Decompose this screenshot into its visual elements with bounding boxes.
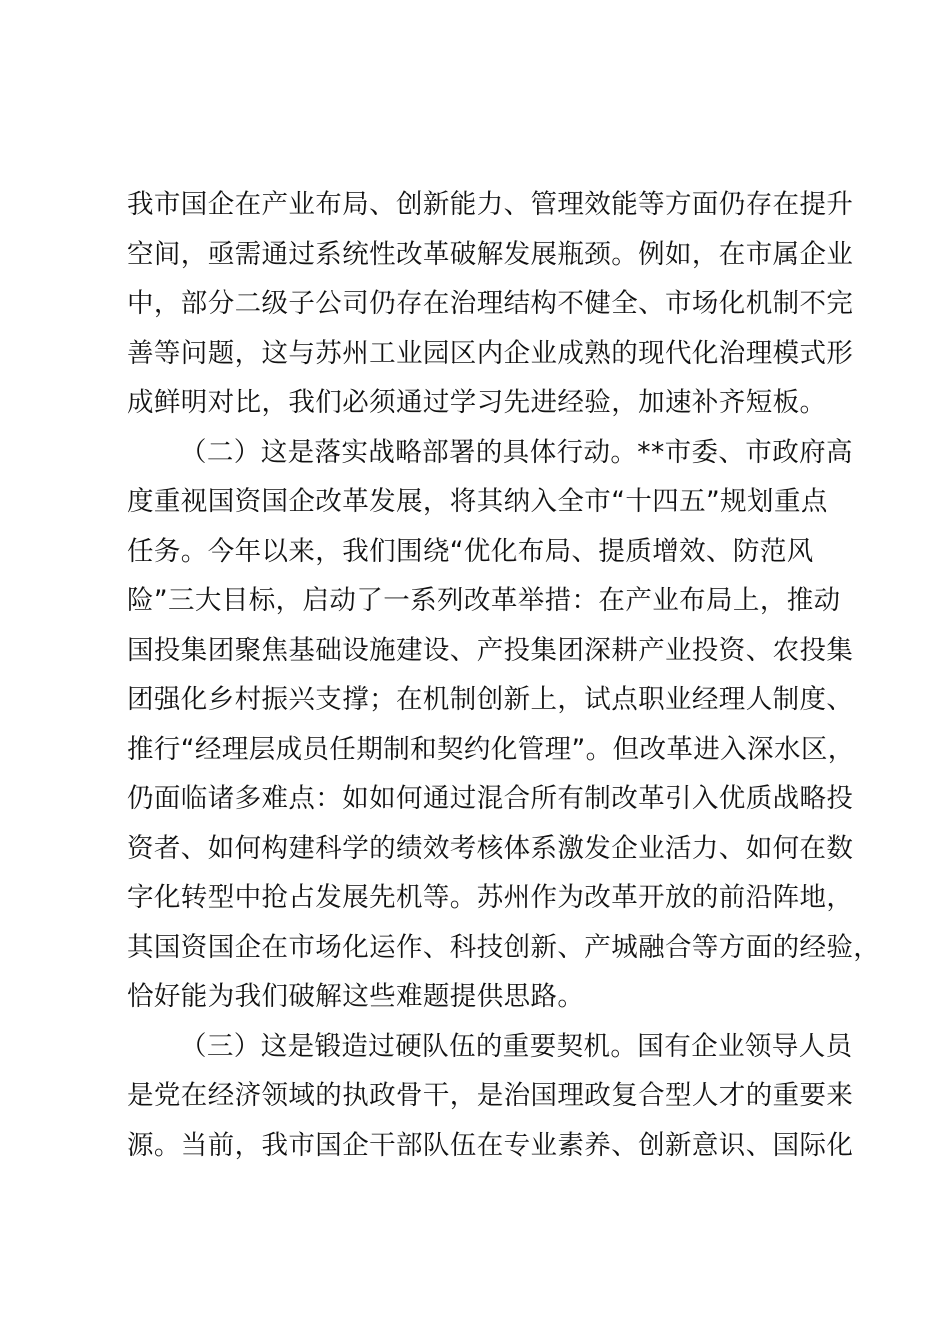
text-line: 资者、如何构建科学的绩效考核体系激发企业活力、如何在数	[127, 832, 854, 864]
text-line: 中，部分二级子公司仍存在治理结构不健全、市场化机制不完	[127, 288, 854, 319]
text-line: 仍面临诸多难点：如如何通过混合所有制改革引入优质战略投	[127, 783, 854, 814]
text-line: 国投集团聚焦基础设施建设、产投集团深耕产业投资、农投集	[127, 634, 854, 666]
text-line: 恰好能为我们破解这些难题提供思路。	[127, 981, 585, 1012]
text-line: 字化转型中抢占发展先机等。苏州作为改革开放的前沿阵地，	[127, 882, 854, 913]
text-line: 其国资国企在市场化运作、科技创新、产城融合等方面的经验，	[127, 931, 881, 963]
section-heading-line: （三）这是锻造过硬队伍的重要契机。国有企业领导人员	[180, 1030, 853, 1062]
text-line: 源。当前，我市国企干部队伍在专业素养、创新意识、国际化	[127, 1129, 854, 1161]
section-heading-line: （二）这是落实战略部署的具体行动。**市委、市政府高	[180, 436, 853, 468]
text-line: 团强化乡村振兴支撑；在机制创新上，试点职业经理人制度、	[127, 684, 854, 715]
text-line: 我市国企在产业布局、创新能力、管理效能等方面仍存在提升	[127, 189, 854, 220]
text-line: 是党在经济领域的执政骨干，是治国理政复合型人才的重要来	[127, 1080, 854, 1111]
text-line: 任务。今年以来，我们围绕“优化布局、提质增效、防范风	[127, 535, 814, 567]
document-body	[127, 180, 881, 1170]
text-line: 度重视国资国企改革发展，将其纳入全市“十四五”规划重点	[127, 486, 828, 517]
text-line: 成鲜明对比，我们必须通过学习先进经验，加速补齐短板。	[127, 387, 827, 418]
text-line: 推行“经理层成员任期制和契约化管理”。但改革进入深水区，	[127, 733, 855, 765]
text-line: 空间，亟需通过系统性改革破解发展瓶颈。例如，在市属企业	[127, 238, 854, 270]
text-line: 善等问题，这与苏州工业园区内企业成熟的现代化治理模式形	[127, 337, 854, 369]
text-line: 险”三大目标，启动了一系列改革举措：在产业布局上，推动	[127, 585, 841, 616]
